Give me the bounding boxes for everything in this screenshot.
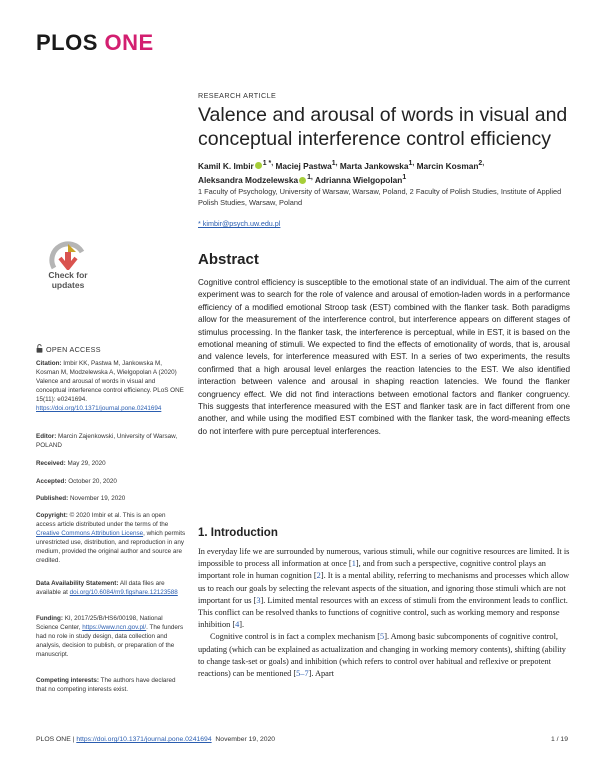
- check-updates-line2: updates: [51, 280, 85, 290]
- author-marks: 1: [402, 174, 407, 182]
- logo-one: ONE: [104, 30, 154, 55]
- citation-ref[interactable]: 5–7: [296, 669, 309, 679]
- footer-journal: PLOS ONE: [36, 736, 71, 743]
- author-name[interactable]: Marta Jankowska: [339, 160, 409, 171]
- copyright-text-2: , which permits unrestricted use, distribution, and reproduction in any medium, provided the original author and source are credited.: [36, 530, 186, 564]
- editor-label: Editor:: [36, 433, 57, 440]
- open-lock-icon: [36, 344, 43, 353]
- introduction-heading: 1. Introduction: [198, 527, 278, 539]
- introduction-body: [198, 546, 572, 680]
- author-marks: 1 *,: [262, 160, 274, 167]
- license-link[interactable]: Creative Commons Attribution License: [36, 530, 144, 537]
- received-label: Received:: [36, 460, 66, 467]
- accepted-date: October 20, 2020: [68, 478, 117, 485]
- published-date: November 19, 2020: [69, 495, 126, 502]
- citation-ref[interactable]: 5: [380, 632, 385, 642]
- intro-paragraph-2: Cognitive control is in fact a complex mechanism [5]. Among basic subcomponents of cognitive control, updating (which can be explained as actualization and changing in working memory contents), shifting (ability to change task-set or goals) and inhibition (which refers to control over habitual and reflexive or prepotent reactions) can be mentioned [5–7]. Apart: [198, 632, 566, 679]
- open-access-label: [36, 344, 101, 354]
- check-updates-line1: Check for: [48, 270, 88, 280]
- orcid-icon[interactable]: [299, 177, 306, 184]
- author-marks: 2,: [478, 160, 485, 167]
- funding-text: KI, 2017/25/B/HS6/00198, National Science Center,: [36, 615, 163, 631]
- citation-label: Citation:: [36, 360, 62, 367]
- orcid-icon[interactable]: [255, 162, 262, 169]
- corresponding-email-link[interactable]: * kimbir@psych.uw.edu.pl: [198, 219, 281, 228]
- funding-label: Funding:: [36, 615, 63, 622]
- author-marks: 1,: [307, 174, 313, 182]
- published-block: [36, 494, 186, 503]
- accepted-label: Accepted:: [36, 478, 67, 485]
- author-name[interactable]: Aleksandra Modzelewska: [198, 175, 299, 186]
- received-block: [36, 459, 186, 468]
- received-date: May 29, 2020: [67, 460, 106, 467]
- footer-separator: |: [72, 736, 75, 743]
- author-marks: 1,: [331, 160, 338, 167]
- copyright-text: © 2020 Imbir et al. This is an open access article distributed under the terms of the: [36, 512, 169, 528]
- page-number: 1 / 19: [550, 736, 568, 743]
- journal-logo[interactable]: [36, 30, 154, 56]
- competing-interests-label: Competing interests:: [36, 677, 99, 684]
- abstract-text: Cognitive control efficiency is susceptible to the emotional state of an individual. The aim of the current experiment was to search for the role of valence and arousal of emotion-laden words in a performance efficiency of a modified emotional Stroop task (EST) combined with the flanker task. Both paradigms allow for the measurement of the interference control, but interference appears on different stages of stimulus processing. In the flanker task, the interference is perceptual, while in EST, it is based on the emotional meaning of stimuli. We expected to find the effects of emotionality of words, that is, arousal and valence levels, for interference measured with EST. In a series of two experiments, the results confirmed that a high arousal level enlarges the reaction latencies to the EST. We also identified interaction between valence and arousal in shaping reaction latencies. We found the flanker congruency effect. We did not find interactions between emotional factors and flanker congruency. This suggests that interference measured with the EST and flanker task are in fact different from one another, and while using the modified EST combined with the flanker task, the word-meaning effects do not interfere with pure perceptual interferences.: [198, 278, 570, 436]
- data-availability-text: All data files are available at: [36, 580, 165, 596]
- abstract-heading: Abstract: [198, 251, 259, 268]
- footer-date: November 19, 2020: [215, 736, 276, 743]
- logo-plos: PLOS: [36, 30, 98, 55]
- editor-text: Marcin Zajenkowski, University of Warsaw, POLAND: [36, 433, 178, 449]
- author-list: [198, 158, 568, 187]
- citation-ref[interactable]: 4: [235, 620, 240, 630]
- data-availability-block: [36, 579, 186, 597]
- author-name[interactable]: Marcin Kosman: [416, 160, 479, 171]
- affiliations: 1 Faculty of Psychology, University of Warsaw, Warsaw, Poland, 2 Faculty of Polish Studies, Institute of Applied Polish Studies, Warsaw, Poland: [198, 187, 562, 207]
- author-marks: 1,: [408, 160, 415, 167]
- funding-text-2: . The funders had no role in study design, data collection and analysis, decision to publish, or preparation of the manuscript.: [36, 624, 184, 658]
- editor-block: [36, 432, 186, 450]
- citation-ref[interactable]: 1: [351, 559, 356, 569]
- open-access-text: OPEN ACCESS: [46, 345, 101, 354]
- copyright-block: [36, 511, 186, 565]
- check-for-updates-badge[interactable]: [38, 240, 98, 306]
- author-name[interactable]: Kamil K. Imbir: [198, 160, 254, 171]
- author-name[interactable]: Maciej Pastwa: [275, 160, 332, 171]
- citation-block: [36, 359, 186, 413]
- intro-paragraph-1: In everyday life we are surrounded by numerous, various stimuli, while our cognitive resources are limited. It is impossible to process all information at once [1], and from such a perspective, cognitive control plays an important role in human cognition [2]. It is a mental ability, referring to mechanisms and processes which allow us to reach our goals by selecting the relevant aspects of the situation, and ignoring those stimuli which are not important for us [3]. Limited mental resources with an excess of stimuli from the environment leads to conflict. This conflict can be resolved thanks to functions of cognitive control, such as working memory and response inhibition [4].: [198, 547, 570, 630]
- check-updates-icon: [44, 240, 92, 270]
- competing-interests-block: [36, 676, 186, 694]
- page-footer: [36, 736, 568, 743]
- citation-text: Imbir KK, Pastwa M, Jankowska M, Kosman M, Modzelewska A, Wielgopolan A (2020) Valence and arousal of words in visual and conceptual interference control efficiency. PLoS ONE 15(11): e0241694.: [36, 360, 184, 403]
- footer-doi-link[interactable]: https://doi.org/10.1371/journal.pone.0241694: [76, 736, 212, 743]
- published-label: Published:: [36, 495, 69, 502]
- citation-doi-link[interactable]: https://doi.org/10.1371/journal.pone.0241694: [36, 405, 162, 412]
- data-doi-link[interactable]: doi.org/10.6084/m9.figshare.12123588: [69, 589, 178, 596]
- article-type-label: RESEARCH ARTICLE: [198, 91, 277, 100]
- accepted-block: [36, 477, 186, 486]
- citation-ref[interactable]: 2: [316, 571, 321, 581]
- data-availability-label: Data Availability Statement:: [36, 580, 119, 587]
- funding-link[interactable]: https://www.ncn.gov.pl/: [82, 624, 147, 631]
- citation-ref[interactable]: 3: [256, 595, 261, 605]
- copyright-label: Copyright:: [36, 512, 68, 519]
- author-name[interactable]: Adrianna Wielgopolan: [314, 175, 403, 186]
- competing-interests-text: The authors have declared that no competing interests exist.: [36, 677, 176, 693]
- article-title: Valence and arousal of words in visual and conceptual interference control efficiency: [198, 104, 568, 150]
- funding-block: [36, 614, 186, 659]
